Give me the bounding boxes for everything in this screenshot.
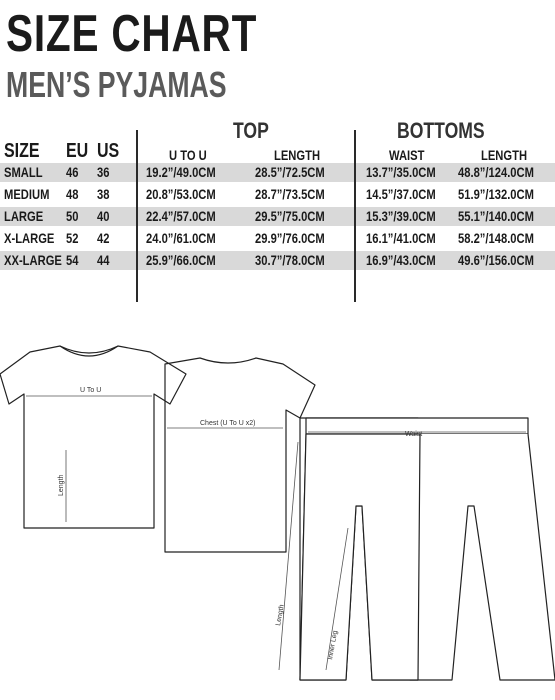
column-header-waist: WAIST <box>389 147 425 163</box>
page-subtitle: MEN’S PYJAMAS <box>6 64 227 105</box>
cell-waist: 16.1”/41.0CM <box>366 230 436 246</box>
table-row <box>0 163 555 182</box>
page-title: SIZE CHART <box>6 5 258 63</box>
column-header-us: US <box>97 140 120 162</box>
cell-u-to-u: 24.0”/61.0CM <box>146 230 216 246</box>
table-row <box>0 207 555 226</box>
column-header-top-length: LENGTH <box>274 147 321 163</box>
label-top-length: Length <box>58 474 65 496</box>
group-header-top: TOP <box>233 118 269 143</box>
cell-eu: 46 <box>66 164 79 180</box>
cell-top-length: 30.7”/78.0CM <box>255 252 325 268</box>
cell-top-length: 29.9”/76.0CM <box>255 230 325 246</box>
cell-eu: 52 <box>66 230 79 246</box>
cell-top-length: 29.5”/75.0CM <box>255 208 325 224</box>
cell-u-to-u: 20.8”/53.0CM <box>146 186 216 202</box>
label-waist: Waist <box>405 431 423 438</box>
tshirt-collar <box>60 346 118 356</box>
cell-bottom-length: 48.8”/124.0CM <box>458 164 534 180</box>
column-header-u-to-u: U TO U <box>169 147 207 163</box>
group-header-bottoms: BOTTOMS <box>397 118 485 143</box>
cell-eu: 54 <box>66 252 79 268</box>
cell-us: 42 <box>97 230 110 246</box>
cell-bottom-length: 55.1”/140.0CM <box>458 208 534 224</box>
table-row <box>0 229 555 248</box>
table-row <box>0 185 555 204</box>
cell-bottom-length: 58.2”/148.0CM <box>458 230 534 246</box>
cell-top-length: 28.7”/73.5CM <box>255 186 325 202</box>
table-divider <box>136 130 138 302</box>
cell-size: MEDIUM <box>4 186 50 202</box>
tshirt-back-outline <box>165 358 315 552</box>
table-divider <box>354 130 356 302</box>
cell-waist: 13.7”/35.0CM <box>366 164 436 180</box>
column-header-eu: EU <box>66 140 89 162</box>
cell-size: X-LARGE <box>4 230 55 246</box>
label-u-to-u: U To U <box>80 387 102 394</box>
cell-bottom-length: 49.6”/156.0CM <box>458 252 534 268</box>
cell-us: 40 <box>97 208 110 224</box>
label-inner-leg: Inner Leg <box>327 629 340 661</box>
cell-u-to-u: 19.2”/49.0CM <box>146 164 216 180</box>
garment-diagram <box>0 330 555 700</box>
cell-size: LARGE <box>4 208 44 224</box>
label-bottom-length: Length <box>275 604 286 627</box>
cell-size: SMALL <box>4 164 43 180</box>
cell-size: XX-LARGE <box>4 252 62 268</box>
cell-waist: 16.9”/43.0CM <box>366 252 436 268</box>
cell-us: 44 <box>97 252 110 268</box>
column-header-size: SIZE <box>4 140 40 162</box>
cell-eu: 48 <box>66 186 79 202</box>
label-chest: Chest (U To U x2) <box>200 420 256 427</box>
table-row <box>0 251 555 270</box>
cell-top-length: 28.5”/72.5CM <box>255 164 325 180</box>
tshirt-front-outline <box>0 346 186 528</box>
cell-u-to-u: 25.9”/66.0CM <box>146 252 216 268</box>
cell-waist: 15.3”/39.0CM <box>366 208 436 224</box>
cell-us: 36 <box>97 164 110 180</box>
cell-eu: 50 <box>66 208 79 224</box>
cell-us: 38 <box>97 186 110 202</box>
cell-bottom-length: 51.9”/132.0CM <box>458 186 534 202</box>
cell-waist: 14.5”/37.0CM <box>366 186 436 202</box>
cell-u-to-u: 22.4”/57.0CM <box>146 208 216 224</box>
column-header-bottom-length: LENGTH <box>481 147 528 163</box>
